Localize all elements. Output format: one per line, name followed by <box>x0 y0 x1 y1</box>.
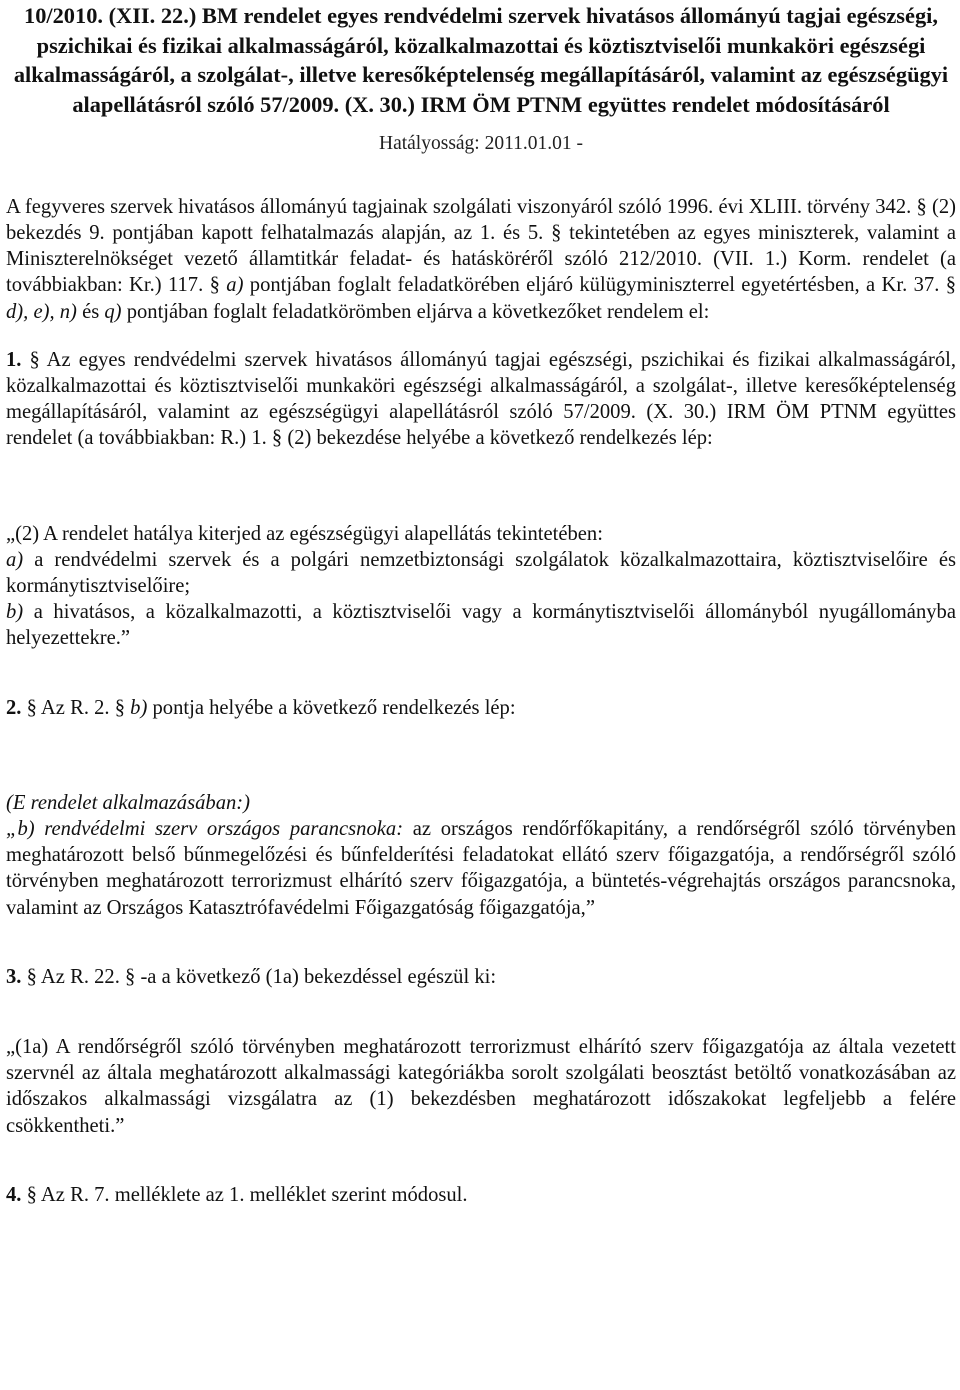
quote-2-label: „b) rendvédelmi szerv országos parancsnoka: <box>6 818 404 841</box>
quote-2-head: (E rendelet alkalmazásában:) <box>6 791 251 814</box>
preamble-paragraph <box>6 194 956 325</box>
preamble-text-1: A fegyveres szervek hivatásos állományú tagjainak szolgálati viszonyáról szóló 1996. évi XLIII. törvény 342. § (2) bekezdés 9. pontjában kapott felhatalmazás alapján, az 1. és 5. § tekintetében az egyes miniszterek, valamint a Miniszterelnökséget vezető államtitkár feladat- és hatásköréről szóló 212/2010. (VII. 1.) Korm. rendelet (a továbbiakban: Kr.) 117. § <box>6 195 956 297</box>
quote-1-item-a <box>6 547 956 599</box>
preamble-text-4: pontjában foglalt feladatkörömben eljárva a következőket rendelem el: <box>126 300 710 323</box>
preamble-text-3: és <box>82 300 100 323</box>
quote-1 <box>6 521 956 652</box>
quote-2 <box>6 790 956 921</box>
quote-1-line-1: „(2) A rendelet hatálya kiterjed az egészségügyi alapellátás tekintetében: <box>6 522 603 545</box>
section-2 <box>6 695 956 721</box>
section-2-text-2: pontja helyébe a következő rendelkezés lép: <box>152 696 516 719</box>
quote-2-body <box>6 816 956 921</box>
quote-1-item-b-label: b) <box>6 601 24 624</box>
preamble-italic-1: a) <box>226 274 244 297</box>
preamble-italic-3: q) <box>104 300 122 323</box>
section-4 <box>6 1182 956 1208</box>
quote-1-item-b <box>6 599 956 651</box>
quote-1-item-b-text: a hivatásos, a közalkalmazotti, a köztisztviselői vagy a kormánytisztviselői állományból nyugállományba helyezettekre.” <box>6 601 956 650</box>
section-1-number: 1. <box>6 348 22 371</box>
section-2-text-1: § Az R. 2. § <box>26 696 126 719</box>
quote-3: „(1a) A rendőrségről szóló törvényben meghatározott terrorizmust elhárító szerv főigazgatója az általa vezetett szervnél az általa meghatározott alkalmassági kategóriákba sorolt szolgálati beosztást betöltő vonatkozásában az időszakos alkalmassági vizsgálatra az (1) bekezdésben meghatározott időszakokat legfeljebb a felére csökkentheti.” <box>6 1036 956 1137</box>
section-4-text: § Az R. 7. melléklete az 1. melléklet szerint módosul. <box>26 1183 468 1206</box>
section-2-number: 2. <box>6 696 22 719</box>
section-3-text: § Az R. 22. § -a a következő (1a) bekezdéssel egészül ki: <box>26 965 497 988</box>
preamble-italic-2: d), e), n) <box>6 300 77 323</box>
document-page <box>0 1 960 1390</box>
section-1-text: § Az egyes rendvédelmi szervek hivatásos állományú tagjai egészségi, pszichikai és fizikai alkalmasságáról, közalkalmazottai és köztisztviselői munkaköri egészségi alkalmasságáról, a szolgálat-, illetve keresőképtelenség megállapításáról, valamint az egészségügyi alapellátásról szóló 57/2009. (X. 30.) IRM ÖM PTNM együttes rendelet (a továbbiakban: R.) 1. § (2) bekezdése helyébe a következő rendelkezés lép: <box>6 348 956 450</box>
effective-date: Hatályosság: 2011.01.01 - <box>379 132 583 154</box>
section-2-italic: b) <box>130 696 148 719</box>
section-1 <box>6 347 956 452</box>
section-3-number: 3. <box>6 965 22 988</box>
quote-1-item-a-label: a) <box>6 548 24 571</box>
preamble-text-2: pontjában foglalt feladatkörében eljáró külügyminiszterrel egyetértésben, a Kr. 37. § <box>249 274 956 297</box>
quote-1-item-a-text: a rendvédelmi szervek és a polgári nemzetbiztonsági szolgálatok közalkalmazottaira, köztisztviselőire és kormánytisztviselőire; <box>6 548 956 598</box>
quote-2-text: az országos rendőrfőkapitány, a rendőrségről szóló törvényben meghatározott belső bűnmegelőzési és bűnfelderítési feladatokat ellátó szerv főigazgatója, a rendőrségről szóló törvényben meghatározott terrorizmust elhárító szerv főigazgatója, a büntetés-végrehajtás országos parancsnoka, valamint az Országos Katasztrófavédelmi Főigazgatóság főigazgatója,” <box>6 818 956 919</box>
section-4-number: 4. <box>6 1183 22 1206</box>
document-title: 10/2010. (XII. 22.) BM rendelet egyes rendvédelmi szervek hivatásos állományú tagjai egészségi, pszichikai és fizikai alkalmasságáról, közalkalmazottai és köztisztviselői munkaköri egészségi alkalmasságáról, a szolgálat-, illetve keresőképtelenség megállapításáról, valamint az egészségügyi alapellátásról szóló 57/2009. (X. 30.) IRM ÖM PTNM együttes rendelet módosításáról <box>13 3 949 118</box>
section-3 <box>6 964 956 990</box>
